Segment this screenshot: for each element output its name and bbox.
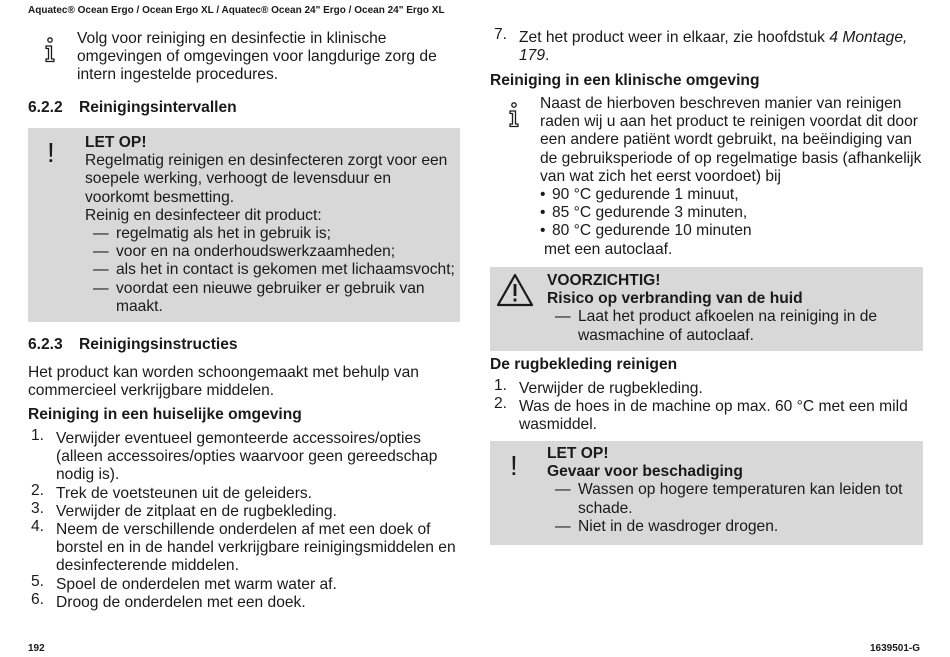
document-code: 1639501-G <box>869 643 920 654</box>
step-item: 6. Droog de onderdelen met een doek. <box>31 590 306 611</box>
notice-text: Regelmatig reinigen en desinfecteren zorgt voor een soepele werking, verhoogt de levensduur en voorkomt besmetting. <box>85 152 448 206</box>
cleaning-intro: Het product kan worden schoongemaakt met behulp van commercieel verkrijgbare middelen. <box>28 364 419 400</box>
clinical-cleaning-heading: Reiniging in een klinische omgeving <box>490 72 760 89</box>
section-title: Reinigingsinstructies <box>79 336 238 353</box>
section-heading-6-2-3 <box>28 336 238 354</box>
step-item: 4. Neem de verschillende onderdelen af met een doek of borstel en in de handel verkrijgbare reinigingsmiddelen en desinfecterende middelen. <box>31 518 456 575</box>
section-title: Reinigingsintervallen <box>79 99 237 116</box>
chapter-reference: 4 Montage, 179 <box>519 29 908 65</box>
clinical-note: Naast de hierboven beschreven manier van reinigen raden wij u aan het product te reinigen voordat dit door een andere patiënt wordt gebruikt, na beëindiging van de gebruiksperiode of op regelmatige basis (afhankelijk van wat zich het eerst voordoet) bij <box>540 95 922 185</box>
home-cleaning-steps <box>27 427 457 612</box>
caution-subheading: Risico op verbranding van de huid <box>547 290 803 308</box>
list-item: • 85 °C gedurende 3 minuten, <box>540 204 748 222</box>
info-icon <box>507 102 521 128</box>
list-item: — als het in contact is gekomen met lichaamsvocht; <box>93 261 455 279</box>
step-item: 1. Verwijder de rugbekleding. <box>494 377 703 397</box>
back-cover-heading: De rugbekleding reinigen <box>490 356 678 373</box>
notice-list <box>547 481 917 536</box>
exclamation-icon: ! <box>510 450 518 481</box>
clinical-note-tail: met een autoclaaf. <box>544 240 673 258</box>
page-number: 192 <box>28 643 45 654</box>
notice-heading: LET OP! <box>547 445 609 462</box>
notice-lead: Reinig en desinfecteer dit product: <box>85 206 322 224</box>
temperature-list <box>540 186 922 241</box>
notice-heading: LET OP! <box>85 134 147 151</box>
exclamation-icon: ! <box>47 137 55 168</box>
caution-list <box>547 308 917 344</box>
notice-box-damage <box>490 441 923 545</box>
home-cleaning-heading: Reiniging in een huiselijke omgeving <box>28 406 302 423</box>
step-item: 5. Spoel de onderdelen met warm water af. <box>31 572 337 593</box>
back-cover-steps <box>490 377 910 435</box>
reassembly-step <box>490 26 915 65</box>
caution-box-burn <box>490 267 923 351</box>
list-item: — Wassen op hogere temperaturen kan leiden tot schade. <box>555 481 903 517</box>
running-header: Aquatec® Ocean Ergo / Ocean Ergo XL / Aquatec® Ocean 24" Ergo / Ocean 24" Ergo XL <box>28 5 445 16</box>
step-item: 2. Was de hoes in de machine op max. 60 °C met een mild wasmiddel. <box>494 395 908 434</box>
step-item: 1. Verwijder eventueel gemonteerde accessoires/opties (alleen accessoires/opties waarvoor geen gereedschap nodig is). <box>31 427 438 484</box>
warning-triangle-icon <box>496 273 534 312</box>
step-item: 2. Trek de voetsteunen uit de geleiders. <box>31 481 313 502</box>
info-icon <box>43 37 57 63</box>
list-item: — voordat een nieuwe gebruiker er gebruik van maakt. <box>93 279 425 315</box>
step-item: 3. Verwijder de zitplaat en de rugbekleding. <box>31 499 337 520</box>
section-number: 6.2.3 <box>28 336 63 353</box>
notice-subheading: Gevaar voor beschadiging <box>547 463 743 481</box>
step-item: 7. Zet het product weer in elkaar, zie hoofdstuk 4 Montage, 179. <box>494 26 908 65</box>
caution-heading: VOORZICHTIG! <box>547 272 661 289</box>
list-item: — regelmatig als het in gebruik is; <box>93 225 331 243</box>
intro-note: Volg voor reiniging en desinfectie in klinische omgevingen of omgevingen voor langdurige zorg de intern ingestelde procedures. <box>77 30 437 84</box>
list-item: — voor en na onderhoudswerkzaamheden; <box>93 243 396 261</box>
list-item: — Laat het product afkoelen na reiniging in de wasmachine of autoclaaf. <box>555 308 878 344</box>
section-heading-6-2-2 <box>28 99 237 117</box>
notice-list <box>85 225 457 316</box>
notice-box-maintenance <box>28 128 460 322</box>
list-item: — Niet in de wasdroger drogen. <box>555 517 779 535</box>
list-item: • 80 °C gedurende 10 minuten <box>540 222 752 240</box>
list-item: • 90 °C gedurende 1 minuut, <box>540 186 739 204</box>
section-number: 6.2.2 <box>28 99 63 116</box>
